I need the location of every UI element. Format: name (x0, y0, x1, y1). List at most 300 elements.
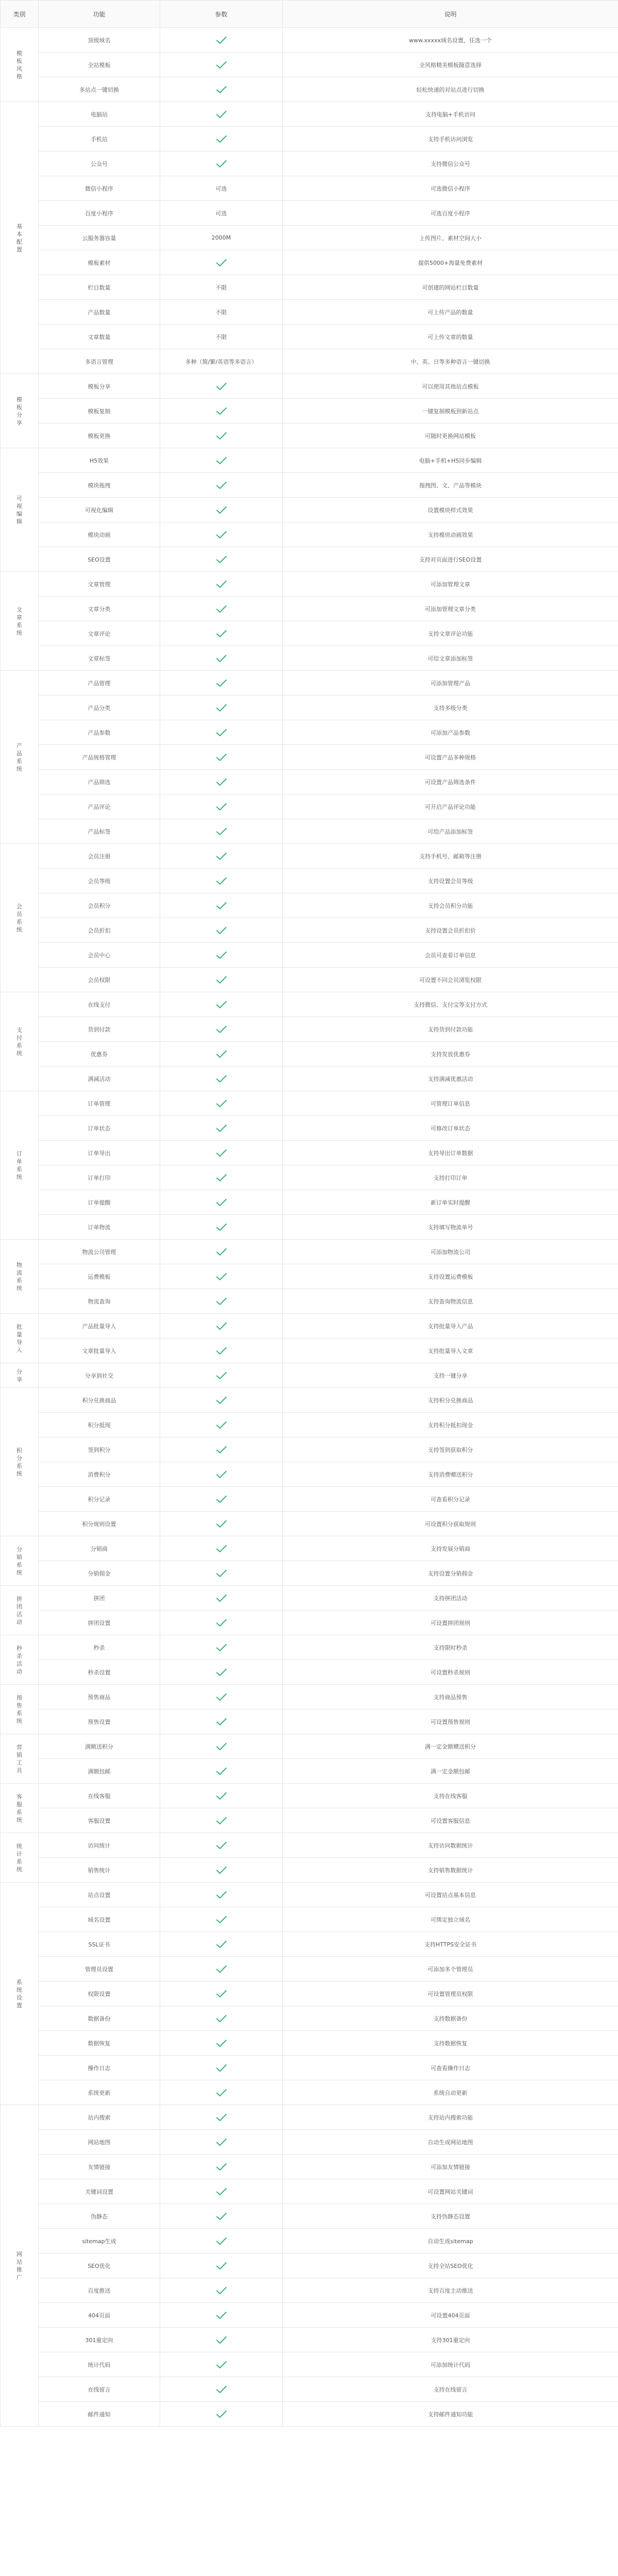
table-row (1, 1289, 618, 1314)
feature-cell: 分销商 (39, 1536, 160, 1561)
param-check-cell (160, 1734, 283, 1759)
param-check-cell (160, 696, 283, 720)
header-row (1, 1, 618, 28)
table-row (1, 1784, 618, 1808)
checkmark-icon (216, 778, 227, 786)
param-check-cell (160, 1388, 283, 1413)
param-check-cell (160, 943, 283, 968)
feature-cell: 拼团 (39, 1586, 160, 1611)
param-check-cell (160, 1586, 283, 1611)
desc-cell: 可添加管理文章 (283, 572, 618, 597)
category-cell (1, 1388, 39, 1536)
feature-cell: 可视化编辑 (39, 498, 160, 522)
param-check-cell (160, 2179, 283, 2204)
desc-cell: 可设置秒杀规则 (283, 1660, 618, 1685)
checkmark-icon (216, 259, 227, 267)
checkmark-icon (216, 827, 227, 836)
feature-cell: 优惠券 (39, 1042, 160, 1066)
param-check-cell (160, 1116, 283, 1141)
feature-cell: 伪静态 (39, 2204, 160, 2229)
desc-cell: 支持限时秒杀 (283, 1635, 618, 1660)
checkmark-icon (216, 1668, 227, 1676)
param-check-cell (160, 992, 283, 1017)
table-row (1, 1066, 618, 1091)
checkmark-icon (216, 1693, 227, 1701)
feature-cell: SEO设置 (39, 547, 160, 572)
checkmark-icon (216, 1396, 227, 1404)
desc-cell: 支持微信公众号 (283, 151, 618, 176)
desc-cell: 自动生成网站地图 (283, 2130, 618, 2155)
checkmark-icon (216, 1347, 227, 1355)
table-row (1, 1141, 618, 1165)
desc-cell: 支持签到获取积分 (283, 1437, 618, 1462)
table-row (1, 572, 618, 597)
checkmark-icon (216, 1916, 227, 1924)
param-check-cell (160, 1487, 283, 1512)
checkmark-icon (216, 753, 227, 761)
param-check-cell (160, 102, 283, 127)
param-check-cell (160, 1190, 283, 1215)
feature-cell: 访问统计 (39, 1833, 160, 1858)
desc-cell: 支持设置运费模板 (283, 1264, 618, 1289)
table-row (1, 696, 618, 720)
table-row (1, 2056, 618, 2080)
checkmark-icon (216, 1965, 227, 1973)
param-check-cell (160, 1314, 283, 1338)
param-check-cell (160, 473, 283, 498)
category-cell (1, 1833, 39, 1883)
desc-cell: 支持手机访问浏览 (283, 127, 618, 151)
table-row (1, 1240, 618, 1264)
desc-cell: 支持满减优惠活动 (283, 1066, 618, 1091)
category-cell (1, 374, 39, 448)
desc-cell: 支持电脑+手机访问 (283, 102, 618, 127)
desc-cell: 可开启产品评论功能 (283, 794, 618, 819)
checkmark-icon (216, 1149, 227, 1157)
param-check-cell (160, 2303, 283, 2328)
param-check-cell (160, 1512, 283, 1536)
feature-cell: 产品分类 (39, 696, 160, 720)
table-row (1, 893, 618, 918)
checkmark-icon (216, 1742, 227, 1751)
desc-cell: 满一定金额包邮 (283, 1759, 618, 1784)
feature-cell: 订单打印 (39, 1165, 160, 1190)
feature-cell: 会员中心 (39, 943, 160, 968)
table-row (1, 423, 618, 448)
checkmark-icon (216, 728, 227, 737)
table-row (1, 968, 618, 992)
category-label: 拼团活动 (16, 1595, 22, 1625)
desc-cell: 可设置不同会员浏览权限 (283, 968, 618, 992)
checkmark-icon (216, 704, 227, 712)
feature-cell: 文章管理 (39, 572, 160, 597)
feature-cell: 电脑站 (39, 102, 160, 127)
param-check-cell (160, 1635, 283, 1660)
feature-cell: 积分兑换商品 (39, 1388, 160, 1413)
table-row (1, 745, 618, 770)
table-row (1, 1561, 618, 1586)
param-check-cell (160, 2402, 283, 2427)
param-check-cell (160, 1289, 283, 1314)
desc-cell: 支持打印订单 (283, 1165, 618, 1190)
checkmark-icon (216, 506, 227, 514)
table-row (1, 176, 618, 201)
feature-cell: 站点设置 (39, 1883, 160, 1907)
checkmark-icon (216, 630, 227, 638)
feature-cell: 百度推送 (39, 2278, 160, 2303)
checkmark-icon (216, 1297, 227, 1306)
desc-cell: 可以使用其他站点模板 (283, 374, 618, 399)
checkmark-icon (216, 1520, 227, 1528)
param-check-cell (160, 1264, 283, 1289)
checkmark-icon (216, 1050, 227, 1058)
feature-cell: sitemap生成 (39, 2229, 160, 2253)
feature-cell: 数据备份 (39, 2006, 160, 2031)
category-label: 分享 (16, 1368, 22, 1383)
checkmark-icon (216, 1594, 227, 1602)
desc-cell: 支持积分抵扣现金 (283, 1413, 618, 1437)
feature-cell: 积分规则设置 (39, 1512, 160, 1536)
desc-cell: 可设置产品筛选条件 (283, 770, 618, 794)
desc-cell: 支持拼团活动 (283, 1586, 618, 1611)
desc-cell: 支持消费赠送积分 (283, 1462, 618, 1487)
desc-cell: 支持301重定向 (283, 2328, 618, 2352)
param-cell: 可选 (160, 201, 283, 226)
table-row (1, 1907, 618, 1932)
feature-cell: 预售商品 (39, 1685, 160, 1709)
table-row (1, 2179, 618, 2204)
feature-cell: 产品批量导入 (39, 1314, 160, 1338)
feature-cell: 管理员设置 (39, 1957, 160, 1981)
checkmark-icon (216, 1198, 227, 1207)
category-cell (1, 1784, 39, 1833)
desc-cell: 轻松快速的对站点进行切换 (283, 77, 618, 102)
checkmark-icon (216, 2212, 227, 2221)
desc-cell: 支持多级分类 (283, 696, 618, 720)
desc-cell: 支持设置会员等级 (283, 869, 618, 893)
category-label: 预售系统 (16, 1694, 22, 1724)
category-label: 会员系统 (16, 903, 22, 933)
table-row (1, 275, 618, 300)
table-row (1, 671, 618, 696)
feature-cell: 满减活动 (39, 1066, 160, 1091)
table-row (1, 646, 618, 671)
table-row (1, 1858, 618, 1883)
category-label: 积分系统 (16, 1447, 22, 1477)
feature-cell: 手机站 (39, 127, 160, 151)
param-check-cell (160, 374, 283, 399)
checkmark-icon (216, 1446, 227, 1454)
table-row (1, 1017, 618, 1042)
checkmark-icon (216, 2311, 227, 2319)
desc-cell: 支持发展分销商 (283, 1536, 618, 1561)
checkmark-icon (216, 877, 227, 885)
desc-cell: 支持在线留言 (283, 2377, 618, 2402)
desc-cell: 拖拽图、文、产品等模块 (283, 473, 618, 498)
desc-cell: 可修改订单状态 (283, 1116, 618, 1141)
category-label: 客服系统 (16, 1793, 22, 1823)
table-row (1, 2229, 618, 2253)
feature-cell: 产品标签 (39, 819, 160, 844)
feature-cell: 预售设置 (39, 1709, 160, 1734)
desc-cell: 可添加统计代码 (283, 2352, 618, 2377)
param-check-cell (160, 498, 283, 522)
param-cell: 不限 (160, 325, 283, 349)
feature-cell: 会员注册 (39, 844, 160, 869)
feature-cell: 百度小程序 (39, 201, 160, 226)
feature-cell: 秒杀 (39, 1635, 160, 1660)
feature-cell: 文章批量导入 (39, 1338, 160, 1363)
desc-cell: 可上传产品的数量 (283, 300, 618, 325)
param-check-cell (160, 1709, 283, 1734)
table-row (1, 374, 618, 399)
checkmark-icon (216, 803, 227, 811)
table-row (1, 1165, 618, 1190)
desc-cell: 支持在线客服 (283, 1784, 618, 1808)
desc-cell: 支持伪静态设置 (283, 2204, 618, 2229)
desc-cell: 可给产品添加标签 (283, 819, 618, 844)
table-row (1, 597, 618, 621)
desc-cell: 可绑定独立域名 (283, 1907, 618, 1932)
param-check-cell (160, 1561, 283, 1586)
param-check-cell (160, 448, 283, 473)
feature-cell: 物流公司管理 (39, 1240, 160, 1264)
desc-cell: 支持设置会员折扣价 (283, 918, 618, 943)
checkmark-icon (216, 580, 227, 588)
desc-cell: 支持文章评论功能 (283, 621, 618, 646)
param-cell: 可选 (160, 176, 283, 201)
desc-cell: 自动生成sitemap (283, 2229, 618, 2253)
param-check-cell (160, 1981, 283, 2006)
checkmark-icon (216, 2286, 227, 2295)
param-check-cell (160, 1932, 283, 1957)
feature-cell: 产品数量 (39, 300, 160, 325)
param-check-cell (160, 2204, 283, 2229)
category-cell (1, 1685, 39, 1734)
table-row (1, 1883, 618, 1907)
table-row (1, 1759, 618, 1784)
checkmark-icon (216, 1792, 227, 1800)
category-label: 分销系统 (16, 1546, 22, 1576)
param-check-cell (160, 2278, 283, 2303)
feature-cell: 邮件通知 (39, 2402, 160, 2427)
table-row (1, 2328, 618, 2352)
checkmark-icon (216, 2262, 227, 2270)
category-label: 订单系统 (16, 1150, 22, 1180)
checkmark-icon (216, 1619, 227, 1627)
table-row (1, 1190, 618, 1215)
param-check-cell (160, 968, 283, 992)
table-row (1, 250, 618, 275)
feature-cell: SEO优化 (39, 2253, 160, 2278)
feature-cell: 在线支付 (39, 992, 160, 1017)
param-check-cell (160, 745, 283, 770)
table-row (1, 2204, 618, 2229)
desc-cell: 支持数据备份 (283, 2006, 618, 2031)
table-row (1, 2006, 618, 2031)
table-row (1, 2278, 618, 2303)
feature-cell: 订单管理 (39, 1091, 160, 1116)
feature-cell: 订单物流 (39, 1215, 160, 1240)
checkmark-icon (216, 407, 227, 415)
category-label: 营销工具 (16, 1743, 22, 1774)
desc-cell: 上传图片、素材空间大小 (283, 226, 618, 250)
feature-cell: 拼团设置 (39, 1611, 160, 1635)
desc-cell: 可设置积分获取规则 (283, 1512, 618, 1536)
checkmark-icon (216, 1223, 227, 1231)
table-row (1, 2253, 618, 2278)
table-row (1, 794, 618, 819)
checkmark-icon (216, 61, 227, 69)
category-cell (1, 1586, 39, 1635)
table-row (1, 2377, 618, 2402)
feature-cell: 模块拖拽 (39, 473, 160, 498)
checkmark-icon (216, 382, 227, 391)
desc-cell: 电脑+手机+H5同步编辑 (283, 448, 618, 473)
checkmark-icon (216, 1841, 227, 1850)
feature-cell: 模板更换 (39, 423, 160, 448)
checkmark-icon (216, 1371, 227, 1380)
desc-cell: 中、英、日等多种语言一键切换 (283, 349, 618, 374)
param-cell: 不限 (160, 275, 283, 300)
param-check-cell (160, 1611, 283, 1635)
feature-cell: 顶级域名 (39, 28, 160, 53)
param-check-cell (160, 1833, 283, 1858)
feature-cell: 销售统计 (39, 1858, 160, 1883)
param-check-cell (160, 423, 283, 448)
table-row (1, 1932, 618, 1957)
feature-cell: 301重定向 (39, 2328, 160, 2352)
checkmark-icon (216, 1866, 227, 1874)
checkmark-icon (216, 110, 227, 118)
feature-cell: SSL证书 (39, 1932, 160, 1957)
category-label: 支付系统 (16, 1026, 22, 1057)
checkmark-icon (216, 1001, 227, 1009)
desc-cell: 可设置404页面 (283, 2303, 618, 2328)
feature-cell: 产品管理 (39, 671, 160, 696)
table-row (1, 1512, 618, 1536)
table-row (1, 1314, 618, 1338)
feature-cell: 满额送积分 (39, 1734, 160, 1759)
table-row (1, 2031, 618, 2056)
feature-cell: 多语言管理 (39, 349, 160, 374)
param-check-cell (160, 671, 283, 696)
param-check-cell (160, 572, 283, 597)
table-row (1, 1487, 618, 1512)
category-label: 物流系统 (16, 1261, 22, 1292)
desc-cell: 支持对页面进行SEO设置 (283, 547, 618, 572)
table-row (1, 869, 618, 893)
param-check-cell (160, 1437, 283, 1462)
param-check-cell (160, 2377, 283, 2402)
checkmark-icon (216, 1421, 227, 1429)
table-row (1, 844, 618, 869)
checkmark-icon (216, 1025, 227, 1033)
table-row (1, 151, 618, 176)
param-check-cell (160, 2155, 283, 2179)
checkmark-icon (216, 1273, 227, 1281)
checkmark-icon (216, 456, 227, 465)
desc-cell: 可设置站点基本信息 (283, 1883, 618, 1907)
checkmark-icon (216, 2361, 227, 2369)
table-row (1, 1363, 618, 1388)
param-check-cell (160, 2031, 283, 2056)
desc-cell: 可添加多个管理员 (283, 1957, 618, 1981)
table-row (1, 1215, 618, 1240)
feature-cell: 文章分类 (39, 597, 160, 621)
feature-cell: 秒杀设置 (39, 1660, 160, 1685)
checkmark-icon (216, 926, 227, 935)
table-row (1, 127, 618, 151)
desc-cell: 可查看操作日志 (283, 2056, 618, 2080)
desc-cell: 新订单实时提醒 (283, 1190, 618, 1215)
table-row (1, 2402, 618, 2427)
table-row (1, 1091, 618, 1116)
param-check-cell (160, 1363, 283, 1388)
feature-cell: 操作日志 (39, 2056, 160, 2080)
desc-cell: 一键复制模板到新站点 (283, 399, 618, 423)
table-row (1, 1734, 618, 1759)
feature-cell: 积分抵现 (39, 1413, 160, 1437)
feature-cell: 网站地图 (39, 2130, 160, 2155)
desc-cell: 支持HTTPS安全证书 (283, 1932, 618, 1957)
table-row (1, 1042, 618, 1066)
table-row (1, 2105, 618, 2130)
param-check-cell (160, 127, 283, 151)
checkmark-icon (216, 135, 227, 143)
checkmark-icon (216, 1990, 227, 1998)
checkmark-icon (216, 1075, 227, 1083)
checkmark-icon (216, 902, 227, 910)
desc-cell: 可设置管理员权限 (283, 1981, 618, 2006)
table-row (1, 1116, 618, 1141)
checkmark-icon (216, 2385, 227, 2394)
category-cell (1, 1091, 39, 1240)
checkmark-icon (216, 1643, 227, 1652)
param-check-cell (160, 2080, 283, 2105)
feature-cell: 积分记录 (39, 1487, 160, 1512)
table-row (1, 720, 618, 745)
category-label: 模板分享 (16, 396, 22, 426)
desc-cell: 支持一键分享 (283, 1363, 618, 1388)
feature-cell: 多站点一键切换 (39, 77, 160, 102)
param-check-cell (160, 151, 283, 176)
param-check-cell (160, 1907, 283, 1932)
param-check-cell (160, 1462, 283, 1487)
desc-cell: 支持导出订单数据 (283, 1141, 618, 1165)
feature-cell: 模块动画 (39, 522, 160, 547)
param-check-cell (160, 1042, 283, 1066)
checkmark-icon (216, 1495, 227, 1503)
checkmark-icon (216, 2163, 227, 2171)
param-check-cell (160, 1165, 283, 1190)
feature-cell: 微信小程序 (39, 176, 160, 201)
feature-cell: 模板素材 (39, 250, 160, 275)
param-check-cell (160, 1413, 283, 1437)
table-row (1, 1437, 618, 1462)
table-row (1, 1611, 618, 1635)
checkmark-icon (216, 1891, 227, 1899)
feature-cell: 订单状态 (39, 1116, 160, 1141)
table-row (1, 621, 618, 646)
table-row (1, 1957, 618, 1981)
checkmark-icon (216, 2336, 227, 2344)
feature-cell: 客服设置 (39, 1808, 160, 1833)
desc-cell: 可添加管理产品 (283, 671, 618, 696)
table-row (1, 819, 618, 844)
table-row (1, 53, 618, 77)
table-row (1, 2303, 618, 2328)
